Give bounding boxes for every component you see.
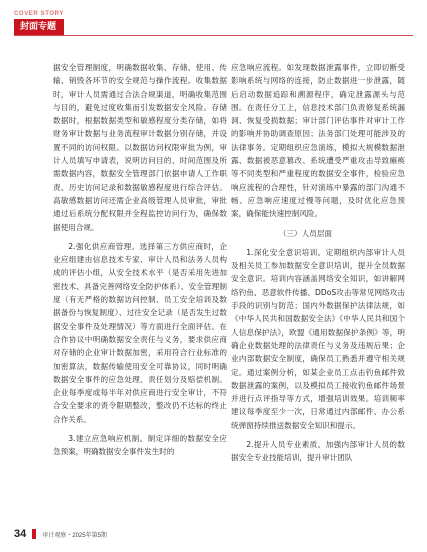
section-tab-label: 封面专题 <box>14 19 64 35</box>
paragraph-data-management-continued: 据安全管理制度，明确数据收集、存储、使用、传输、销毁各环节的安全规范与操作流程。收集数据时，审计人员需通过合法合规渠道，明确收集范围与目的，避免过度收集而引发数据安全风险。存储数据时，根据数据类型和敏感程度分类存储，如将财务审计数据与业务流程审计数据分别存储，并设置不同的访问权限。以数据访问权限审批为例，审计人员填写申请表，说明访问目的、时间范围及所需数据内容，数据安全管理部门依据申请人工作职责、历史访问记录和数据敏感程度进行综合评估。高敏感数据访问还需企业高级管理人员审批，审批通过后系统分配权限并全程监控访问行为，确保数据使用合规。 <box>53 63 227 232</box>
footer-accent-bar <box>32 529 36 539</box>
section-heading-personnel: （三）人员层面 <box>278 228 333 238</box>
paragraph-security-training: 1.深化安全意识培训。定期组织内部审计人员及相关员工参加数据安全意识培训，提升全员数据安全意识。培训内容涵盖网络安全知识，如讲解网络钓鱼、恶意软件传播、DDoS攻击等常见网络攻击手段的识别与防范；国内外数据保护法律法规，如《中华人民共和国数据安全法》《中华人民共和国个人信息保护法》，欧盟《通用数据保护条例》等，明确企业数据处理的法律责任与义务及违规后果；企业内部数据安全制度，确保员工熟悉并遵守相关规定。通过案例分析，如某企业员工点击钓鱼邮件致数据泄露的案例，以及模拟员工接收钓鱼邮件场景并进行点评指导等方式，增强培训效果。培训频率建议每季度至少一次，日常通过内部邮件、办公系统弹窗持续推送数据安全知识和提示。 <box>231 247 405 430</box>
page-number: 34 <box>14 528 27 540</box>
paragraph-professional-skills-start: 2.提升人员专业素质。加强内部审计人员的数据安全专业技能培训，提升审计团队 <box>231 440 405 463</box>
paragraph-emergency-response-continued: 应急响应流程。如发现数据泄露事件，立即切断受影响系统与网络的连接，防止数据进一步泄露，随后启动数据追踪和溯源程序，确定泄露源头与范围。在责任分工上，信息技术部门负责修复系统漏洞、恢复受损数据；审计部门评估事件对审计工作的影响并协助调查原因；法务部门处理可能涉及的法律事务。定期组织应急演练，模拟大规模数据泄露、数据被恶意篡改、系统遭受严重攻击导致瘫痪等不同类型和严重程度的数据安全事件，检验应急响应流程的合理性，针对演练中暴露的部门沟通不畅、应急响应速度过慢等问题，及时优化应急预案，确保能快速控制风险。 <box>231 63 405 219</box>
header-divider <box>14 35 413 36</box>
left-text-column <box>53 61 227 459</box>
page-footer <box>14 528 107 540</box>
paragraph-emergency-response-start: 3.建立应急响应机制。制定详细的数据安全应急预案，明确数据安全事件发生时的 <box>53 434 227 457</box>
journal-name: 审计观察・2025年第5期 <box>42 532 107 539</box>
right-text-column <box>231 61 405 465</box>
section-kicker: COVER STORY <box>14 11 64 17</box>
paragraph-vendor-management: 2.强化供应商管理。选择第三方供应商时，企业应组建由信息技术专家、审计人员和法务人员构成的评估小组，从安全技术水平（是否采用先进加密技术、具备完善网络安全防护体系）、安全管理制度（有无严格的数据访问控制、员工安全培训及数据备份与恢复制度）、过往安全记录（是否发生过数据安全事件及处理情况）等方面进行全面评估。在合作协议中明确数据安全责任与义务，要求供应商对存储的企业审计数据加密，采用符合行业标准的加密算法，数据传输使用安全可靠协议，同时明确数据安全事件的应急处理、责任划分及赔偿机制。企业每季度或每半年对供应商进行安全审计，不符合安全要求的责令限期整改，整改仍不达标的终止合作关系。 <box>53 241 227 424</box>
